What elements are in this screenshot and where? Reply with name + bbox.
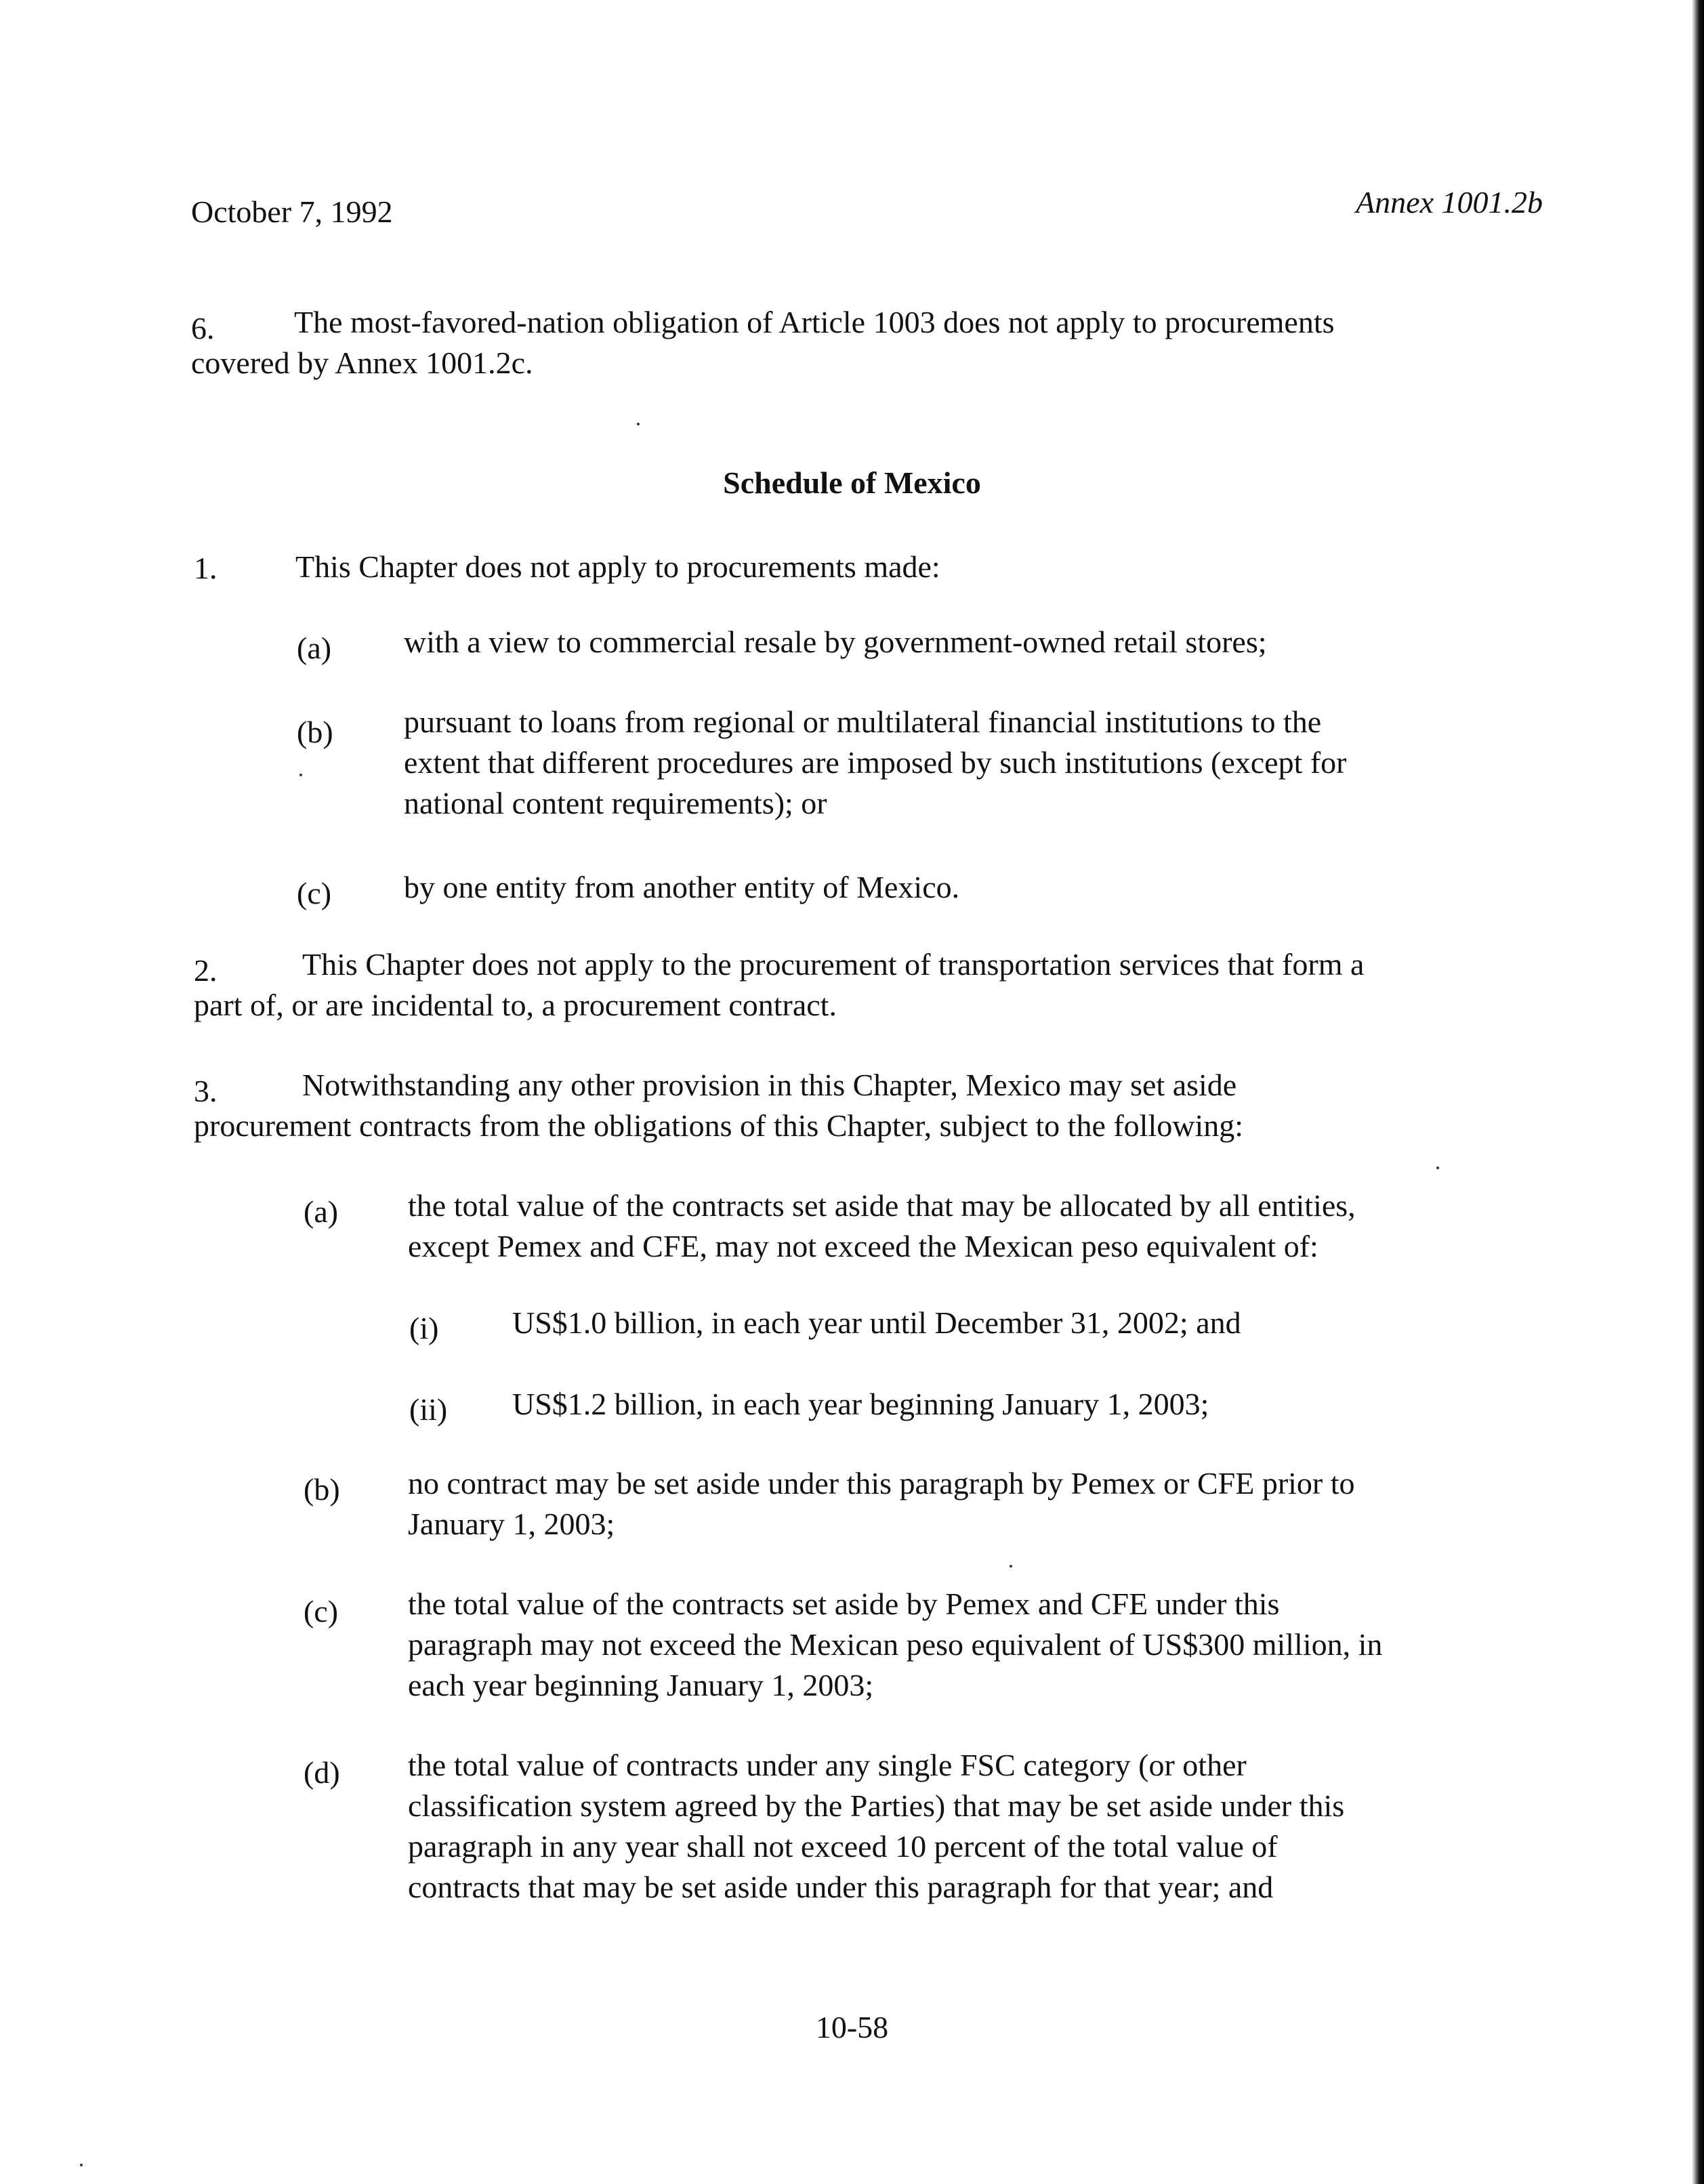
scan-speck: [637, 423, 640, 425]
para3-number: 3.: [194, 1074, 217, 1108]
para3-subitem-i-text: US$1.0 billion, in each year until December 31, 2002; and: [512, 1305, 1241, 1340]
para3-item-b-text: [408, 1463, 1355, 1545]
para3-text: [194, 1065, 1243, 1146]
para3-item-d-label: (d): [304, 1755, 340, 1790]
scan-speck: [1436, 1167, 1439, 1169]
para3-subitem-ii-text: US$1.2 billion, in each year beginning January 1, 2003;: [512, 1387, 1209, 1421]
scan-speck: [1010, 1565, 1012, 1568]
para1-number: 1.: [194, 551, 217, 585]
para6-line2: covered by Annex 1001.2c.: [191, 345, 533, 380]
scan-edge: [1692, 0, 1704, 2184]
para1-item-b-line: national content requirements); or: [404, 786, 827, 820]
para3-item-a-line: except Pemex and CFE, may not exceed the Mexican peso equivalent of:: [408, 1229, 1318, 1263]
para2-line1: This Chapter does not apply to the procurement of transportation services that form a: [302, 947, 1365, 982]
para1-item-a-label: (a): [297, 631, 332, 665]
para3-item-c-line: the total value of the contracts set aside by Pemex and CFE under this: [408, 1587, 1280, 1621]
para3-item-c-line: paragraph may not exceed the Mexican peso equivalent of US$300 million, in: [408, 1627, 1383, 1662]
header-annex: Annex 1001.2b: [1356, 185, 1543, 219]
para3-item-c-line: each year beginning January 1, 2003;: [408, 1668, 874, 1702]
para1-item-b-line: extent that different procedures are imposed by such institutions (except for: [404, 745, 1347, 780]
para3-item-d-line: classification system agreed by the Parties) that may be set aside under this: [408, 1788, 1345, 1823]
para1-item-b-label: (b): [297, 715, 333, 749]
para6-line1: The most-favored-nation obligation of Article 1003 does not apply to procurements: [294, 305, 1335, 339]
para3-item-d-line: paragraph in any year shall not exceed 10 percent of the total value of: [408, 1829, 1278, 1864]
para3-item-d-line: the total value of contracts under any single FSC category (or other: [408, 1748, 1247, 1782]
para3-item-b-line: no contract may be set aside under this paragraph by Pemex or CFE prior to: [408, 1466, 1355, 1500]
para3-item-c-label: (c): [304, 1594, 339, 1629]
para2-text: [194, 944, 1364, 1026]
para6-number: 6.: [191, 311, 215, 345]
para3-item-d-line: contracts that may be set aside under this paragraph for that year; and: [408, 1870, 1274, 1904]
scan-speck: [299, 774, 302, 776]
para3-subitem-i-label: (i): [409, 1311, 439, 1345]
para1-intro: This Chapter does not apply to procurements made:: [295, 549, 940, 584]
para3-item-a-text: [408, 1185, 1356, 1267]
para1-item-c-text: [404, 867, 959, 908]
para3-item-c-text: [408, 1584, 1382, 1706]
scan-speck: [80, 2164, 83, 2166]
para3-line1: Notwithstanding any other provision in this Chapter, Mexico may set aside: [302, 1068, 1237, 1102]
para3-subitem-ii-label: (ii): [409, 1392, 448, 1427]
para1-item-b-text: [404, 702, 1347, 824]
para3-item-a-label: (a): [304, 1194, 339, 1229]
header-date: October 7, 1992: [191, 194, 393, 229]
para3-item-a-line: the total value of the contracts set aside that may be allocated by all entities,: [408, 1188, 1356, 1223]
para3-item-d-text: [408, 1745, 1344, 1908]
para2-number: 2.: [194, 953, 217, 988]
para1-item-a-line: with a view to commercial resale by government-owned retail stores;: [404, 625, 1267, 659]
para6-text: [191, 302, 1335, 383]
schedule-heading: Schedule of Mexico: [723, 465, 981, 500]
para1-item-c-line: by one entity from another entity of Mexico.: [404, 870, 960, 904]
para3-item-b-label: (b): [304, 1472, 340, 1507]
para1-item-a-text: [404, 622, 1267, 663]
para3-line2: procurement contracts from the obligations of this Chapter, subject to the following:: [194, 1108, 1244, 1143]
para3-item-b-line: January 1, 2003;: [408, 1507, 615, 1541]
para2-line2: part of, or are incidental to, a procurement contract.: [194, 988, 837, 1022]
page-number: 10-58: [815, 2010, 889, 2044]
para1-item-b-line: pursuant to loans from regional or multilateral financial institutions to the: [404, 705, 1322, 739]
para1-item-c-label: (c): [297, 876, 332, 910]
